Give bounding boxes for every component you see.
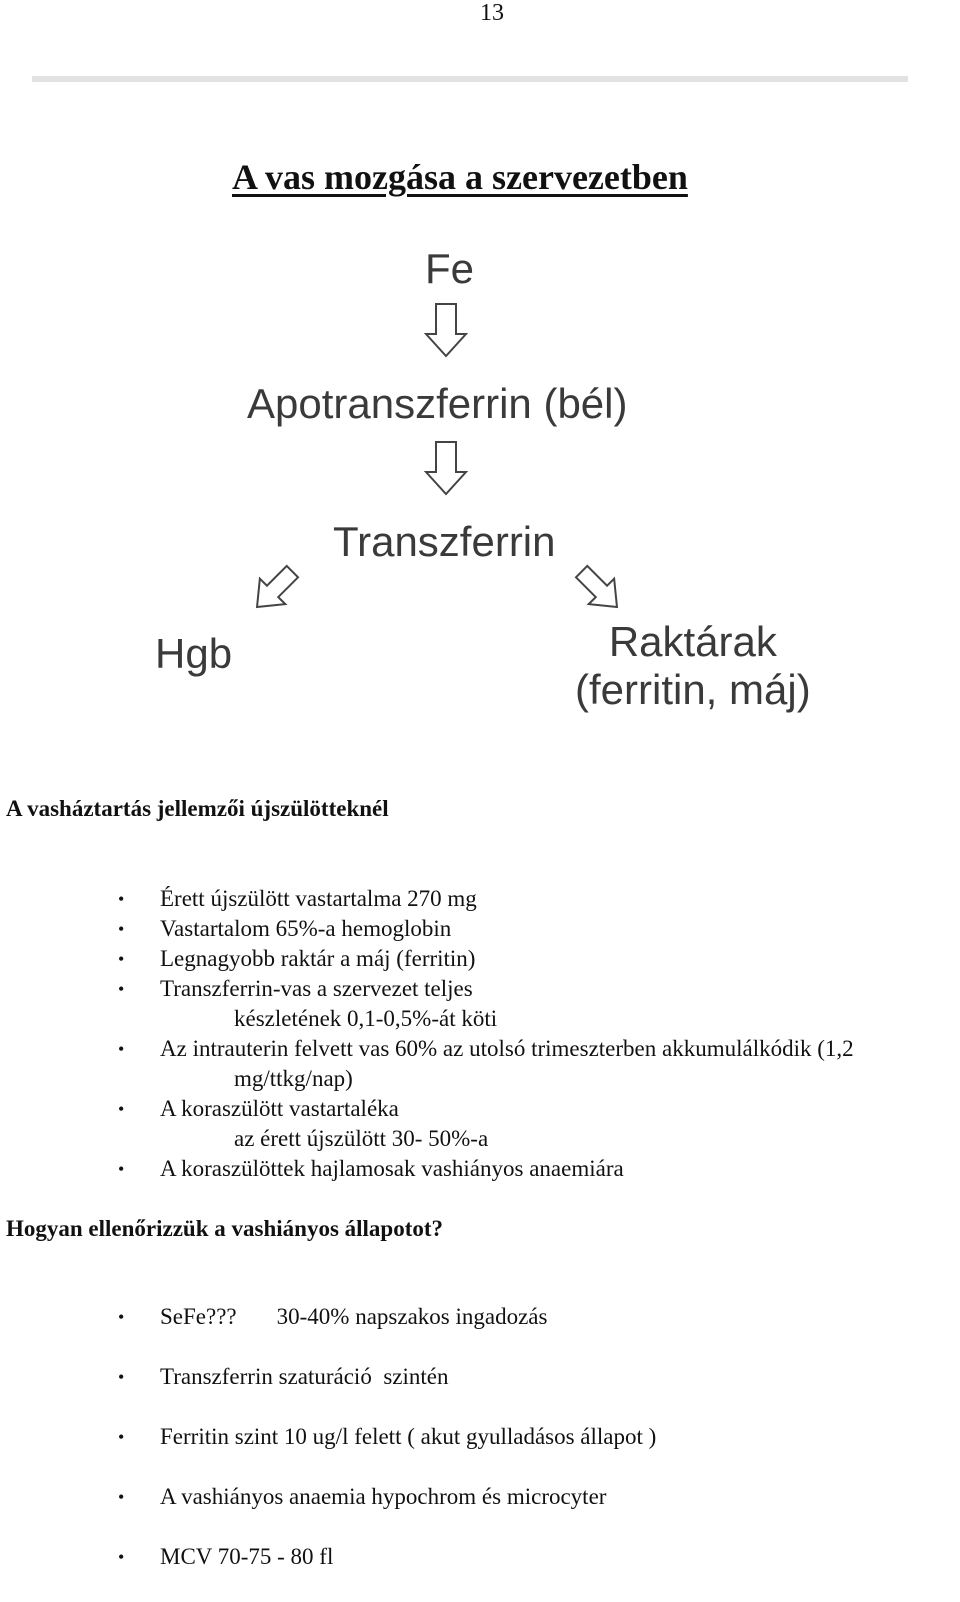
node-hgb: Hgb — [155, 630, 233, 677]
bullet-icon: • — [118, 1487, 125, 1507]
bullet-icon: • — [118, 979, 125, 999]
list-item-text: Az intrauterin felvett vas 60% az utolsó trimeszterben akkumulálkódik (1,2 — [160, 1036, 854, 1061]
bullet-icon: • — [118, 1547, 125, 1567]
bullet-icon: • — [118, 1099, 125, 1119]
bullet-icon: • — [118, 949, 125, 969]
down-arrow-icon — [424, 302, 468, 358]
list-item-text: Vastartalom 65%-a hemoglobin — [160, 916, 452, 941]
list-item-text: A vashiányos anaemia hypochrom és microcyter — [160, 1484, 607, 1509]
down-arrow-icon — [424, 440, 468, 496]
bullet-icon: • — [118, 1159, 125, 1179]
newborn-iron-list — [118, 884, 854, 1184]
bullet-icon: • — [118, 1307, 125, 1327]
list-item — [118, 944, 854, 974]
list-item-text: MCV 70-75 - 80 fl — [160, 1544, 334, 1569]
list-item — [118, 1034, 854, 1094]
diagram-title: A vas mozgása a szervezetben — [232, 157, 688, 197]
iron-check-list — [118, 1302, 656, 1602]
list-item — [118, 1482, 656, 1512]
list-item-text: A koraszülöttek hajlamosak vashiányos anaemiára — [160, 1156, 624, 1181]
list-item-continuation: mg/ttkg/nap) — [234, 1066, 353, 1091]
list-item-continuation: készletének 0,1-0,5%-át köti — [234, 1006, 498, 1031]
node-apotranszferrin: Apotranszferrin (bél) — [247, 380, 628, 427]
iron-flow-diagram — [0, 90, 960, 780]
node-raktarak-line1: Raktárak — [608, 618, 777, 665]
page-number: 13 — [480, 0, 504, 26]
list-item-text: Ferritin szint 10 ug/l felett ( akut gyulladásos állapot ) — [160, 1424, 657, 1449]
bullet-icon: • — [118, 919, 125, 939]
list-item-text: Érett újszülött vastartalma 270 mg — [160, 886, 477, 911]
list-item — [118, 1154, 854, 1184]
list-item — [118, 914, 854, 944]
list-item-text: Legnagyobb raktár a máj (ferritin) — [160, 946, 476, 971]
node-raktarak — [575, 618, 811, 715]
bullet-icon: • — [118, 1367, 125, 1387]
section-heading-newborn-iron: A vasháztartás jellemzői újszülötteknél — [6, 796, 389, 821]
list-item — [118, 884, 854, 914]
list-item — [118, 1094, 854, 1154]
down-left-arrow-icon — [246, 562, 302, 618]
list-item — [118, 974, 854, 1034]
list-item-text: Transzferrin szaturáció szintén — [160, 1364, 449, 1389]
bullet-icon: • — [118, 889, 125, 909]
down-right-arrow-icon — [572, 562, 628, 618]
list-item — [118, 1422, 656, 1452]
list-item-extra: 30-40% napszakos ingadozás — [276, 1304, 548, 1329]
list-item — [118, 1542, 656, 1572]
section-heading-check-iron: Hogyan ellenőrizzük a vashiányos állapotot? — [6, 1216, 444, 1241]
bullet-icon: • — [118, 1427, 125, 1447]
list-item-text: Transzferrin-vas a szervezet teljes — [160, 976, 473, 1001]
list-item — [118, 1302, 656, 1332]
bullet-icon: • — [118, 1039, 125, 1059]
list-item — [118, 1362, 656, 1392]
node-fe: Fe — [425, 245, 475, 292]
top-divider — [32, 76, 908, 82]
list-item-text: SeFe??? — [160, 1304, 237, 1329]
node-transzferrin: Transzferrin — [333, 518, 556, 565]
node-raktarak-line2: (ferritin, máj) — [575, 666, 811, 714]
list-item-continuation: az érett újszülött 30- 50%-a — [234, 1126, 489, 1151]
list-item-text: A koraszülött vastartaléka — [160, 1096, 399, 1121]
